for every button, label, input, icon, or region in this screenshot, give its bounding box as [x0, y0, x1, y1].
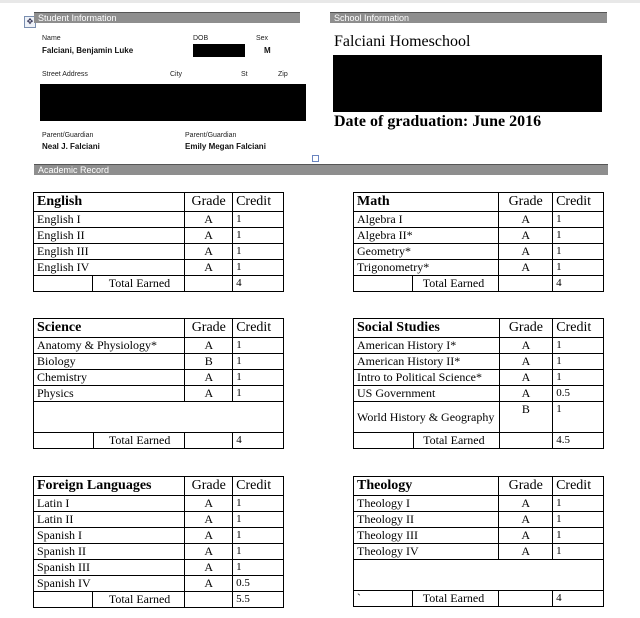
course-credit: 1 — [233, 386, 284, 402]
course-credit: 1 — [553, 244, 604, 260]
course-name: Intro to Political Science* — [354, 370, 500, 386]
course-name: Theology III — [354, 528, 499, 544]
table-row — [34, 576, 284, 592]
student-name: Falciani, Benjamin Luke — [42, 46, 134, 55]
street-label: Street Address — [42, 71, 88, 78]
course-grade: A — [185, 576, 233, 592]
table-row — [34, 354, 284, 370]
course-name: Latin I — [34, 496, 185, 512]
course-grade: A — [499, 338, 553, 354]
total-row — [34, 276, 284, 292]
course-grade: A — [499, 544, 553, 560]
course-name: American History I* — [354, 338, 500, 354]
total-row — [354, 433, 604, 449]
grade-header: Grade — [499, 477, 553, 496]
course-grade: A — [499, 370, 553, 386]
course-grade: B — [185, 354, 233, 370]
credit-header: Credit — [553, 477, 604, 496]
course-credit: 1 — [553, 228, 604, 244]
credit-header: Credit — [553, 319, 604, 338]
course-credit: 1 — [553, 260, 604, 276]
course-credit: 1 — [233, 496, 284, 512]
course-name: Physics — [34, 386, 185, 402]
course-name: English III — [34, 244, 185, 260]
grade-header: Grade — [185, 477, 233, 496]
empty-row — [354, 560, 604, 591]
science-title: Science — [34, 319, 185, 338]
course-credit: 1 — [233, 560, 284, 576]
table-row — [34, 370, 284, 386]
course-credit: 1 — [233, 512, 284, 528]
table-row — [34, 496, 284, 512]
course-credit: 1 — [233, 212, 284, 228]
name-label: Name — [42, 35, 61, 42]
course-credit: 0.5 — [553, 386, 604, 402]
table-row — [354, 512, 604, 528]
student-sex: M — [264, 46, 271, 55]
school-info-header: School Information — [330, 12, 607, 23]
course-grade: B — [499, 402, 553, 433]
total-label: Total Earned — [93, 433, 185, 449]
sex-label: Sex — [256, 35, 269, 42]
course-credit: 1 — [553, 212, 604, 228]
course-name: English I — [34, 212, 185, 228]
table-row — [34, 544, 284, 560]
course-grade: A — [185, 244, 233, 260]
course-grade: A — [185, 512, 233, 528]
course-grade: A — [185, 260, 233, 276]
city-label: City — [170, 71, 183, 78]
total-label: Total Earned — [93, 276, 185, 292]
table-row — [354, 370, 604, 386]
english-table — [33, 192, 284, 292]
course-grade: A — [499, 228, 553, 244]
redacted-school-address — [333, 55, 602, 112]
course-name: Theology IV — [354, 544, 499, 560]
grade-header: Grade — [185, 193, 233, 212]
course-grade: A — [499, 212, 553, 228]
course-grade: A — [185, 228, 233, 244]
course-name: Trigonometry* — [354, 260, 499, 276]
course-credit: 1 — [233, 528, 284, 544]
course-grade: A — [185, 560, 233, 576]
course-credit: 1 — [233, 260, 284, 276]
course-name: Algebra II* — [354, 228, 499, 244]
course-name: World History & Geography — [354, 402, 500, 433]
course-credit: 1 — [233, 244, 284, 260]
total-label: Total Earned — [413, 591, 499, 607]
foreign-languages-table — [33, 476, 284, 608]
course-name: US Government — [354, 386, 500, 402]
course-name: American History II* — [354, 354, 500, 370]
theology-table — [353, 476, 604, 607]
course-credit: 1 — [233, 370, 284, 386]
course-credit: 1 — [553, 544, 604, 560]
course-name: Geometry* — [354, 244, 499, 260]
table-row — [354, 528, 604, 544]
science-table — [33, 318, 284, 449]
table-row — [34, 244, 284, 260]
course-grade: A — [185, 212, 233, 228]
total-label: Total Earned — [413, 433, 499, 449]
table-row — [354, 544, 604, 560]
table-row — [34, 512, 284, 528]
table-row — [354, 386, 604, 402]
course-name: Theology I — [354, 496, 499, 512]
table-row — [354, 496, 604, 512]
total-value: 4 — [233, 433, 284, 449]
total-label: Total Earned — [413, 276, 499, 292]
course-grade: A — [185, 496, 233, 512]
resize-handle-icon[interactable] — [312, 155, 319, 162]
course-name: Anatomy & Physiology* — [34, 338, 185, 354]
course-credit: 0.5 — [233, 576, 284, 592]
redacted-dob — [193, 44, 245, 57]
social-studies-table — [353, 318, 604, 449]
total-value: 4 — [553, 276, 604, 292]
course-grade: A — [499, 386, 553, 402]
credit-header: Credit — [233, 193, 284, 212]
table-row — [354, 338, 604, 354]
course-name: Spanish I — [34, 528, 185, 544]
foreign-languages-title: Foreign Languages — [34, 477, 185, 496]
graduation-date: Date of graduation: June 2016 — [334, 113, 542, 130]
social-studies-title: Social Studies — [354, 319, 500, 338]
academic-record-header: Academic Record — [34, 164, 608, 175]
zip-label: Zip — [278, 71, 288, 78]
course-name: Spanish III — [34, 560, 185, 576]
course-grade: A — [499, 244, 553, 260]
table-row — [34, 260, 284, 276]
table-move-handle-icon[interactable]: ✥ — [24, 16, 36, 28]
guardian1-name: Neal J. Falciani — [42, 142, 100, 151]
grade-header: Grade — [499, 193, 553, 212]
total-value: 4 — [233, 276, 284, 292]
course-name: Algebra I — [354, 212, 499, 228]
redacted-address — [40, 84, 306, 121]
table-row — [354, 228, 604, 244]
credit-header: Credit — [233, 319, 284, 338]
math-table — [353, 192, 604, 292]
course-credit: 1 — [553, 402, 604, 433]
total-value: 4 — [553, 591, 604, 607]
grade-header: Grade — [499, 319, 553, 338]
guardian1-label: Parent/Guardian — [42, 132, 94, 139]
table-row — [354, 402, 604, 433]
course-credit: 1 — [553, 338, 604, 354]
course-credit: 1 — [553, 370, 604, 386]
previous-page-edge — [0, 0, 640, 3]
course-grade: A — [185, 338, 233, 354]
total-row — [354, 591, 604, 607]
course-name: Theology II — [354, 512, 499, 528]
course-grade: A — [499, 496, 553, 512]
course-grade: A — [185, 528, 233, 544]
table-row — [34, 338, 284, 354]
course-credit: 1 — [233, 338, 284, 354]
course-grade: A — [499, 354, 553, 370]
credit-header: Credit — [233, 477, 284, 496]
total-row — [34, 592, 284, 608]
theology-title: Theology — [354, 477, 499, 496]
course-grade: A — [185, 544, 233, 560]
course-credit: 1 — [553, 354, 604, 370]
table-row — [34, 228, 284, 244]
course-name: English II — [34, 228, 185, 244]
dob-label: DOB — [193, 35, 209, 42]
course-name: Chemistry — [34, 370, 185, 386]
table-row — [34, 528, 284, 544]
course-name: Spanish IV — [34, 576, 185, 592]
course-grade: A — [499, 260, 553, 276]
course-grade: A — [185, 386, 233, 402]
table-row — [354, 354, 604, 370]
total-label: Total Earned — [93, 592, 185, 608]
total-value: 4.5 — [553, 433, 604, 449]
course-name: Latin II — [34, 512, 185, 528]
course-grade: A — [499, 512, 553, 528]
course-credit: 1 — [233, 228, 284, 244]
total-value: 5.5 — [233, 592, 284, 608]
course-name: Spanish II — [34, 544, 185, 560]
student-info-header: Student Information — [34, 12, 300, 23]
course-grade: A — [185, 370, 233, 386]
total-row — [34, 433, 284, 449]
guardian2-label: Parent/Guardian — [185, 132, 237, 139]
course-credit: 1 — [233, 354, 284, 370]
course-credit: 1 — [553, 512, 604, 528]
table-row — [34, 212, 284, 228]
math-title: Math — [354, 193, 499, 212]
total-row — [354, 276, 604, 292]
empty-row — [34, 402, 284, 433]
course-credit: 1 — [553, 496, 604, 512]
guardian2-name: Emily Megan Falciani — [185, 142, 266, 151]
table-row — [34, 560, 284, 576]
credit-header: Credit — [553, 193, 604, 212]
grade-header: Grade — [185, 319, 233, 338]
course-credit: 1 — [553, 528, 604, 544]
school-name: Falciani Homeschool — [334, 33, 471, 50]
table-row — [354, 244, 604, 260]
total-prefix: ` — [354, 591, 413, 607]
table-row — [354, 212, 604, 228]
table-row — [354, 260, 604, 276]
course-name: English IV — [34, 260, 185, 276]
course-grade: A — [499, 528, 553, 544]
course-name: Biology — [34, 354, 185, 370]
table-row — [34, 386, 284, 402]
course-credit: 1 — [233, 544, 284, 560]
english-title: English — [34, 193, 185, 212]
state-label: St — [241, 71, 248, 78]
